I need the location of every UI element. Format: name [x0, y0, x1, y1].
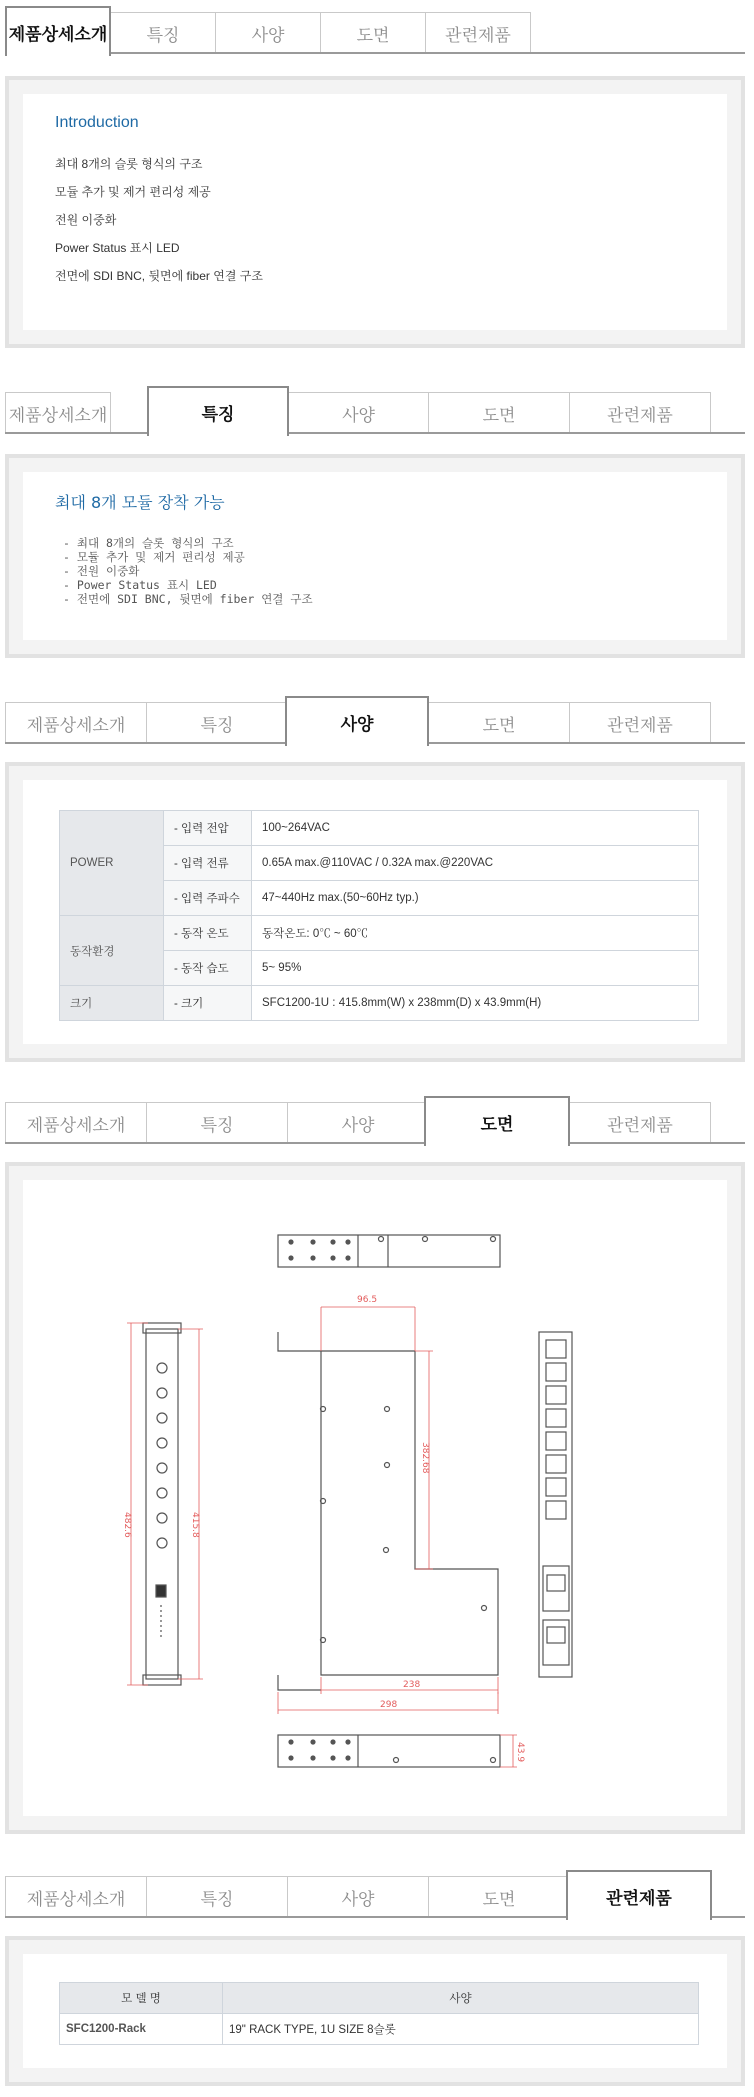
list-item: - 전원 이중화 [63, 564, 140, 578]
tab-intro[interactable]: 제품상세소개 [5, 1876, 147, 1918]
spec-value: 100~264VAC [252, 811, 699, 846]
intro-title: Introduction [55, 114, 139, 131]
tab-related[interactable]: 관련제품 [569, 1102, 711, 1144]
rear-view [539, 1332, 572, 1677]
technical-drawing [23, 1180, 727, 1816]
spec-panel-inner [23, 780, 727, 1044]
dim-side-depth: 382.68 [420, 1442, 430, 1474]
spec-value: 동작온도: 0℃ ~ 60℃ [252, 916, 699, 951]
tab-spec[interactable]: 사양 [215, 12, 321, 54]
table-row [60, 916, 699, 951]
spec-label: - 동작 습도 [164, 951, 252, 986]
header-model: 모 델 명 [60, 1983, 223, 2014]
spec-value: 0.65A max.@110VAC / 0.32A max.@220VAC [252, 846, 699, 881]
related-panel [5, 1936, 745, 2086]
tab-drawing[interactable]: 도면 [428, 1876, 570, 1918]
spec-value: 47~440Hz max.(50~60Hz typ.) [252, 881, 699, 916]
front-view [143, 1323, 181, 1685]
spec-panel [5, 762, 745, 1062]
tab-spec[interactable]: 사양 [288, 392, 429, 434]
related-spec: 19" RACK TYPE, 1U SIZE 8슬롯 [223, 2014, 699, 2045]
dim-front-outer: 482.6 [122, 1512, 132, 1538]
tab-intro[interactable]: 제품상세소개 [5, 392, 111, 434]
related-model[interactable]: SFC1200-Rack [60, 2014, 223, 2045]
spec-label: - 입력 주파수 [164, 881, 252, 916]
features-list [63, 536, 313, 606]
list-item: Power Status 표시 LED [55, 241, 180, 255]
tab-related[interactable]: 관련제품 [569, 392, 711, 434]
tab-spec[interactable]: 사양 [287, 1876, 429, 1918]
spec-category: POWER [60, 811, 164, 916]
related-panel-inner [23, 1954, 727, 2068]
side-view [278, 1332, 498, 1690]
spec-label: - 입력 전류 [164, 846, 252, 881]
dim-front-inner: 415.8 [190, 1512, 200, 1538]
list-item: 전원 이중화 [55, 213, 117, 227]
tab-baseline [5, 1142, 745, 1144]
spec-label: - 동작 온도 [164, 916, 252, 951]
intro-panel-inner [23, 94, 727, 330]
features-panel-inner [23, 472, 727, 640]
list-item: - Power Status 표시 LED [63, 578, 217, 592]
table-row [60, 986, 699, 1021]
list-item: 최대 8개의 슬롯 형식의 구조 [55, 157, 203, 171]
list-item: 전면에 SDI BNC, 뒷면에 fiber 연결 구조 [55, 269, 263, 283]
table-row [60, 2014, 699, 2045]
tab-intro[interactable]: 제품상세소개 [5, 1102, 147, 1144]
drawing-panel-inner [23, 1180, 727, 1816]
tab-bar [5, 1870, 745, 1918]
dim-height: 43.9 [515, 1742, 525, 1763]
tab-features[interactable]: 특징 [110, 12, 216, 54]
top-view [278, 1235, 500, 1267]
tab-related[interactable]: 관련제품 [566, 1870, 712, 1920]
tab-drawing[interactable]: 도면 [428, 702, 570, 744]
spec-category: 크기 [60, 986, 164, 1021]
list-item: 모듈 추가 및 제거 편리성 제공 [55, 185, 211, 199]
intro-list [55, 156, 263, 296]
header-spec: 사양 [223, 1983, 699, 2014]
list-item: - 전면에 SDI BNC, 뒷면에 fiber 연결 구조 [63, 592, 313, 606]
spec-category: 동작환경 [60, 916, 164, 986]
tab-intro[interactable]: 제품상세소개 [5, 6, 111, 56]
related-table [59, 1982, 699, 2045]
bottom-view [278, 1735, 500, 1767]
spec-label: - 크기 [164, 986, 252, 1021]
list-item: - 최대 8개의 슬롯 형식의 구조 [63, 536, 234, 550]
dim-top-width: 96.5 [357, 1295, 378, 1305]
tab-features[interactable]: 특징 [146, 1102, 288, 1144]
table-row [60, 811, 699, 846]
dim-depth-outer: 298 [380, 1700, 398, 1710]
tab-bar [5, 386, 745, 434]
tab-intro[interactable]: 제품상세소개 [5, 702, 147, 744]
drawing-panel [5, 1162, 745, 1834]
tab-related[interactable]: 관련제품 [425, 12, 531, 54]
tab-features[interactable]: 특징 [146, 1876, 288, 1918]
tab-related[interactable]: 관련제품 [569, 702, 711, 744]
list-item: - 모듈 추가 및 제거 편리성 제공 [63, 550, 245, 564]
spec-value: 5~ 95% [252, 951, 699, 986]
tab-drawing[interactable]: 도면 [320, 12, 426, 54]
tab-bar [5, 696, 745, 744]
features-panel [5, 454, 745, 658]
tab-features[interactable]: 특징 [146, 702, 288, 744]
tab-bar [5, 6, 745, 54]
table-header-row [60, 1983, 699, 2014]
features-title: 최대 8개 모듈 장착 가능 [55, 493, 225, 512]
tab-spec[interactable]: 사양 [287, 1102, 429, 1144]
tab-baseline [5, 432, 745, 434]
tab-drawing[interactable]: 도면 [428, 392, 570, 434]
intro-panel [5, 76, 745, 348]
tab-drawing[interactable]: 도면 [424, 1096, 570, 1146]
tab-baseline [5, 52, 745, 54]
tab-features[interactable]: 특징 [147, 386, 289, 436]
tab-spec[interactable]: 사양 [285, 696, 429, 746]
dim-depth-inner: 238 [403, 1680, 421, 1690]
spec-value: SFC1200-1U : 415.8mm(W) x 238mm(D) x 43.9mm(H) [252, 986, 699, 1021]
spec-label: - 입력 전압 [164, 811, 252, 846]
tab-bar [5, 1096, 745, 1144]
spec-table [59, 810, 699, 1021]
